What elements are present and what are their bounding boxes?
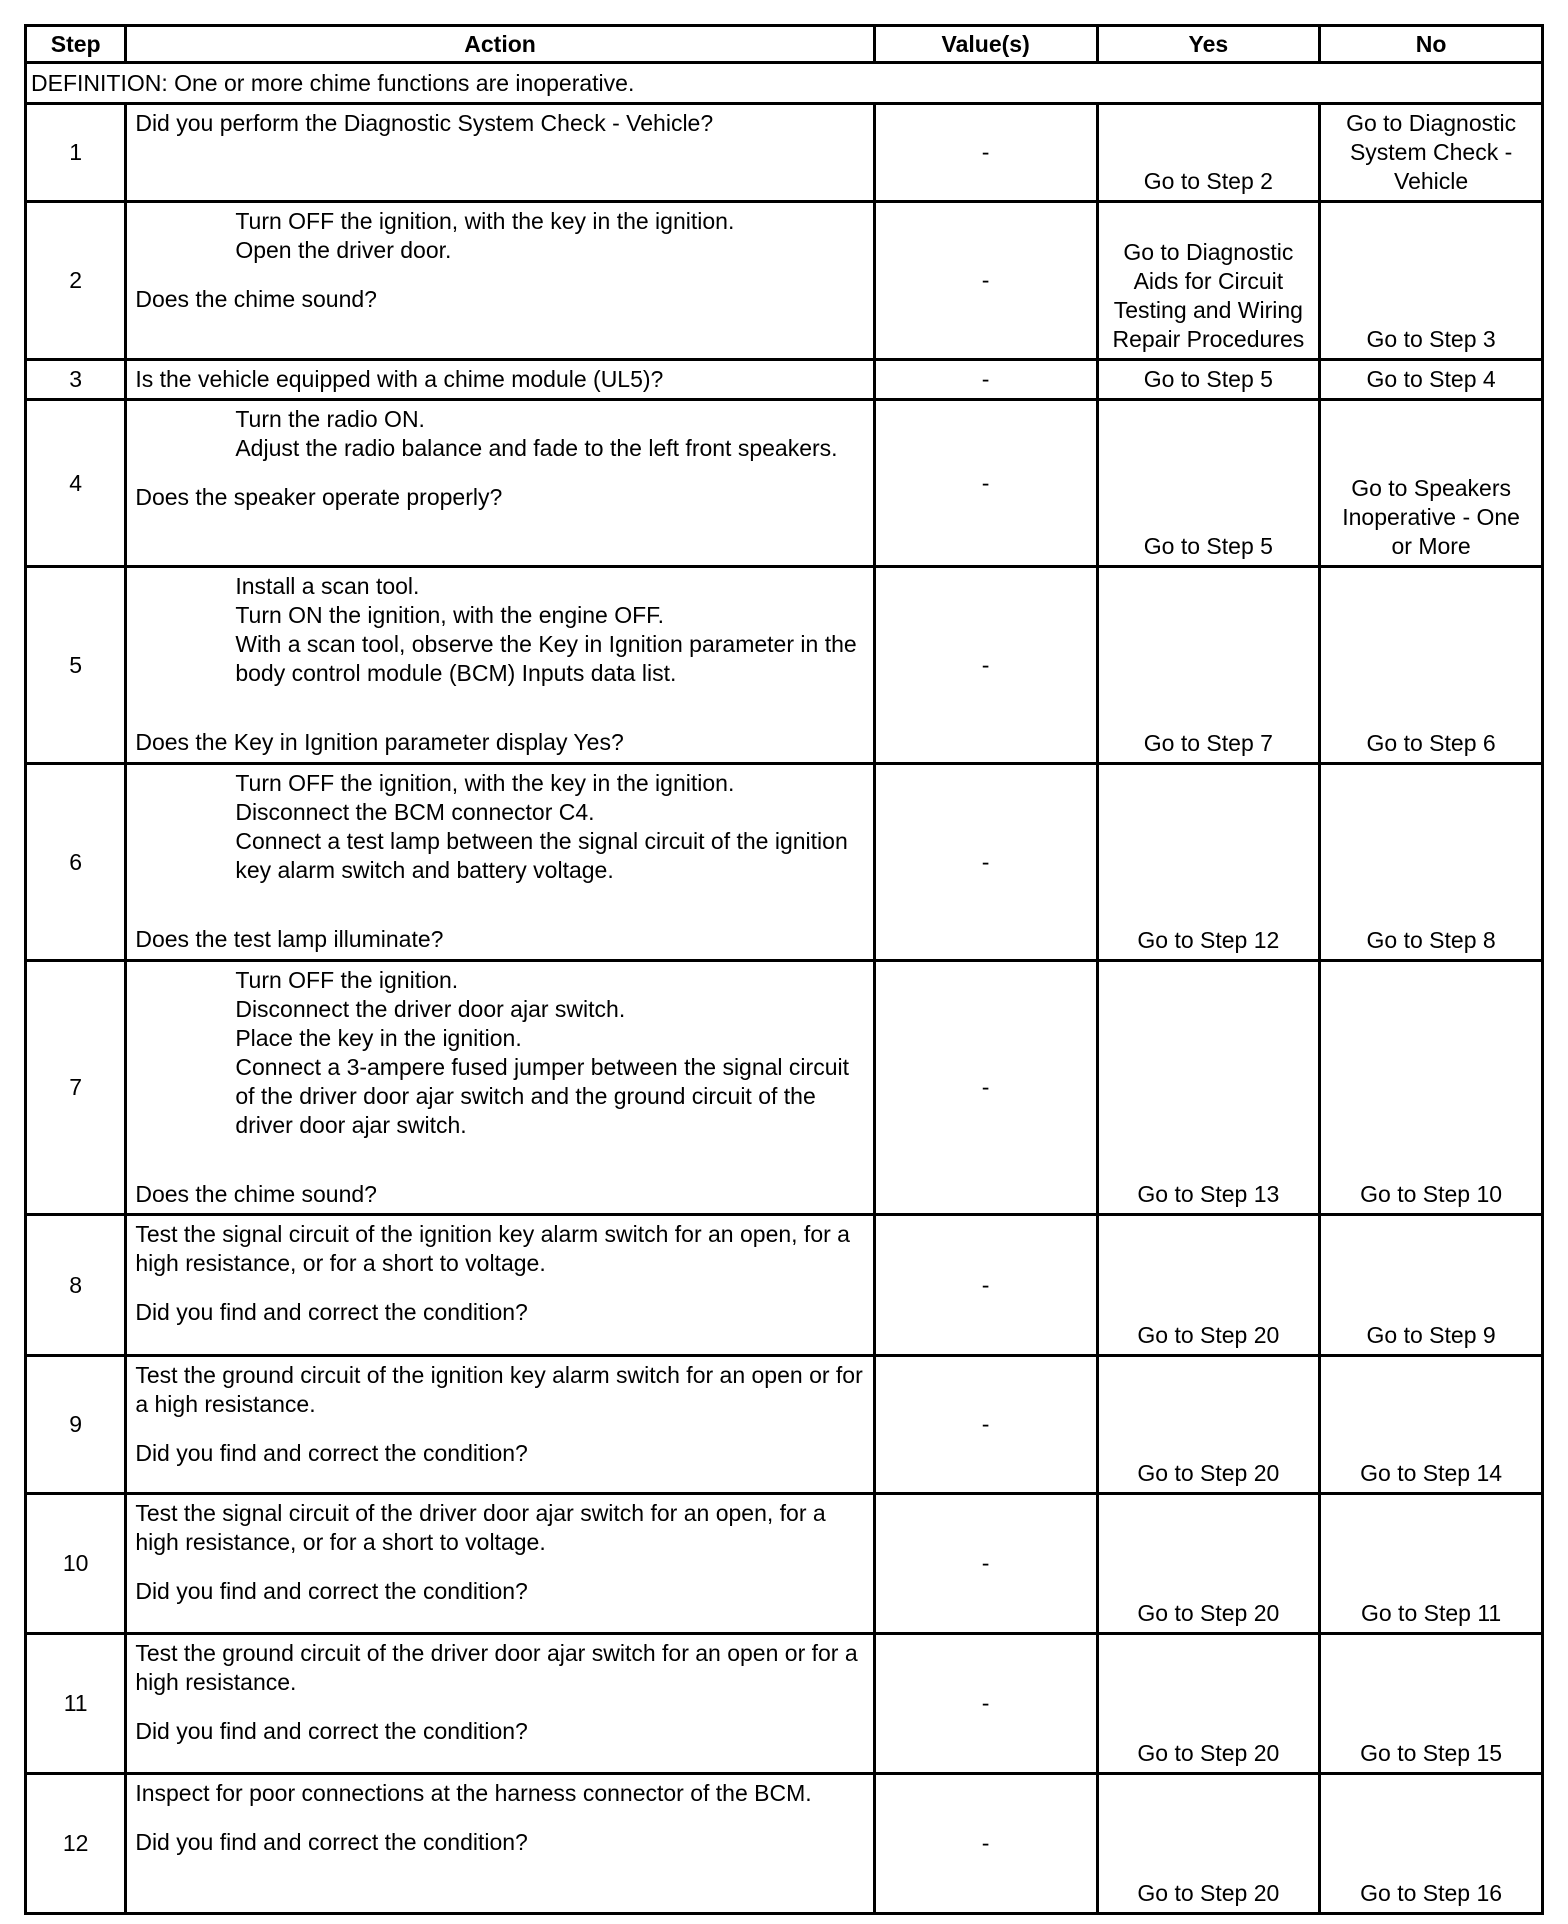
action-instruction: Turn the radio ON. bbox=[235, 406, 425, 432]
action-question: Does the chime sound? bbox=[135, 286, 377, 312]
diagnostic-table bbox=[24, 24, 1544, 1915]
action-instruction: With a scan tool, observe the Key in Ignition parameter in the body control module (BCM) Inputs data list. bbox=[235, 631, 857, 686]
action-question: Does the test lamp illuminate? bbox=[135, 926, 444, 952]
action-instruction: Open the driver door. bbox=[235, 237, 452, 263]
yes-cell: Go to Step 13 bbox=[1097, 961, 1320, 1215]
action-instruction: Connect a test lamp between the signal circuit of the ignition key alarm switch and battery voltage. bbox=[235, 828, 848, 883]
action-question: Did you find and correct the condition? bbox=[135, 1440, 528, 1466]
action-instruction: Place the key in the ignition. bbox=[235, 1025, 522, 1051]
yes-cell: Go to Step 12 bbox=[1097, 764, 1320, 961]
value-cell: - bbox=[874, 1634, 1097, 1774]
no-cell: Go to Step 16 bbox=[1320, 1774, 1543, 1914]
action-question: Did you find and correct the condition? bbox=[135, 1829, 528, 1855]
table-row bbox=[26, 400, 1543, 567]
step-number: 9 bbox=[26, 1356, 126, 1494]
yes-cell: Go to Step 20 bbox=[1097, 1774, 1320, 1914]
value-cell: - bbox=[874, 104, 1097, 202]
no-cell: Go to Step 4 bbox=[1320, 360, 1543, 400]
no-cell: Go to Step 8 bbox=[1320, 764, 1543, 961]
action-instruction: Turn OFF the ignition, with the key in the ignition. bbox=[235, 208, 735, 234]
action-question: Does the chime sound? bbox=[135, 1181, 377, 1207]
action-question: Did you perform the Diagnostic System Check - Vehicle? bbox=[135, 110, 714, 136]
action-instruction: Turn ON the ignition, with the engine OFF. bbox=[235, 602, 665, 628]
definition-text: DEFINITION: One or more chime functions are inoperative. bbox=[26, 63, 1543, 104]
no-cell: Go to Step 11 bbox=[1320, 1494, 1543, 1634]
step-number: 5 bbox=[26, 567, 126, 764]
no-cell: Go to Step 3 bbox=[1320, 202, 1543, 360]
no-cell: Go to Step 6 bbox=[1320, 567, 1543, 764]
step-number: 4 bbox=[26, 400, 126, 567]
no-cell: Go to Step 10 bbox=[1320, 961, 1543, 1215]
action-text: Test the ground circuit of the ignition key alarm switch for an open or for a high resistance. bbox=[135, 1362, 863, 1417]
table-row bbox=[26, 360, 1543, 400]
action-instruction: Disconnect the driver door ajar switch. bbox=[235, 996, 626, 1022]
step-number: 12 bbox=[26, 1774, 126, 1914]
definition-row bbox=[26, 63, 1543, 104]
table-row bbox=[26, 104, 1543, 202]
header-no: No bbox=[1320, 26, 1543, 63]
action-cell bbox=[126, 202, 874, 360]
step-number: 2 bbox=[26, 202, 126, 360]
action-cell bbox=[126, 360, 874, 400]
step-number: 3 bbox=[26, 360, 126, 400]
value-cell: - bbox=[874, 961, 1097, 1215]
header-yes: Yes bbox=[1097, 26, 1320, 63]
action-question: Does the speaker operate properly? bbox=[135, 484, 503, 510]
action-cell bbox=[126, 1774, 874, 1914]
value-cell: - bbox=[874, 1494, 1097, 1634]
action-text: Test the signal circuit of the driver door ajar switch for an open, for a high resistance, or for a short to voltage. bbox=[135, 1500, 826, 1555]
table-row bbox=[26, 1215, 1543, 1356]
table-row bbox=[26, 567, 1543, 764]
action-cell bbox=[126, 567, 874, 764]
action-cell bbox=[126, 1494, 874, 1634]
action-instruction: Turn OFF the ignition, with the key in the ignition. bbox=[235, 770, 735, 796]
value-cell: - bbox=[874, 1356, 1097, 1494]
action-cell bbox=[126, 764, 874, 961]
table-row bbox=[26, 1356, 1543, 1494]
table-row bbox=[26, 1634, 1543, 1774]
table-row bbox=[26, 764, 1543, 961]
action-cell bbox=[126, 1215, 874, 1356]
step-number: 6 bbox=[26, 764, 126, 961]
table-row bbox=[26, 202, 1543, 360]
value-cell: - bbox=[874, 567, 1097, 764]
action-text: Test the signal circuit of the ignition key alarm switch for an open, for a high resistance, or for a short to voltage. bbox=[135, 1221, 850, 1276]
action-question: Did you find and correct the condition? bbox=[135, 1718, 528, 1744]
action-cell bbox=[126, 400, 874, 567]
step-number: 8 bbox=[26, 1215, 126, 1356]
header-action: Action bbox=[126, 26, 874, 63]
step-number: 11 bbox=[26, 1634, 126, 1774]
yes-cell: Go to Step 7 bbox=[1097, 567, 1320, 764]
header-row bbox=[26, 26, 1543, 63]
action-question: Is the vehicle equipped with a chime module (UL5)? bbox=[135, 366, 664, 392]
value-cell: - bbox=[874, 1774, 1097, 1914]
action-cell bbox=[126, 1356, 874, 1494]
step-number: 10 bbox=[26, 1494, 126, 1634]
action-instruction: Adjust the radio balance and fade to the left front speakers. bbox=[235, 435, 838, 461]
no-cell: Go to Step 9 bbox=[1320, 1215, 1543, 1356]
header-step: Step bbox=[26, 26, 126, 63]
action-cell bbox=[126, 961, 874, 1215]
yes-cell: Go to Step 2 bbox=[1097, 104, 1320, 202]
action-cell bbox=[126, 104, 874, 202]
action-question: Did you find and correct the condition? bbox=[135, 1299, 528, 1325]
table-row bbox=[26, 961, 1543, 1215]
yes-cell: Go to Step 5 bbox=[1097, 400, 1320, 567]
action-question: Did you find and correct the condition? bbox=[135, 1578, 528, 1604]
action-cell bbox=[126, 1634, 874, 1774]
yes-cell: Go to Diagnostic Aids for Circuit Testing and Wiring Repair Procedures bbox=[1097, 202, 1320, 360]
value-cell: - bbox=[874, 764, 1097, 961]
action-text: Inspect for poor connections at the harness connector of the BCM. bbox=[135, 1780, 812, 1806]
yes-cell: Go to Step 20 bbox=[1097, 1215, 1320, 1356]
value-cell: - bbox=[874, 400, 1097, 567]
action-question: Does the Key in Ignition parameter display Yes? bbox=[135, 729, 624, 755]
no-cell: Go to Step 15 bbox=[1320, 1634, 1543, 1774]
no-cell: Go to Step 14 bbox=[1320, 1356, 1543, 1494]
action-instruction: Turn OFF the ignition. bbox=[235, 967, 459, 993]
yes-cell: Go to Step 20 bbox=[1097, 1634, 1320, 1774]
no-cell: Go to Speakers Inoperative - One or More bbox=[1320, 400, 1543, 567]
step-number: 7 bbox=[26, 961, 126, 1215]
value-cell: - bbox=[874, 1215, 1097, 1356]
table-row bbox=[26, 1494, 1543, 1634]
action-text: Test the ground circuit of the driver door ajar switch for an open or for a high resistance. bbox=[135, 1640, 858, 1695]
yes-cell: Go to Step 20 bbox=[1097, 1494, 1320, 1634]
value-cell: - bbox=[874, 202, 1097, 360]
table-row bbox=[26, 1774, 1543, 1914]
yes-cell: Go to Step 5 bbox=[1097, 360, 1320, 400]
action-instruction: Connect a 3-ampere fused jumper between the signal circuit of the driver door ajar switch and the ground circuit of the driver door ajar switch. bbox=[235, 1054, 849, 1138]
no-cell: Go to Diagnostic System Check - Vehicle bbox=[1320, 104, 1543, 202]
header-values: Value(s) bbox=[874, 26, 1097, 63]
value-cell: - bbox=[874, 360, 1097, 400]
yes-cell: Go to Step 20 bbox=[1097, 1356, 1320, 1494]
action-instruction: Disconnect the BCM connector C4. bbox=[235, 799, 595, 825]
step-number: 1 bbox=[26, 104, 126, 202]
action-instruction: Install a scan tool. bbox=[235, 573, 420, 599]
